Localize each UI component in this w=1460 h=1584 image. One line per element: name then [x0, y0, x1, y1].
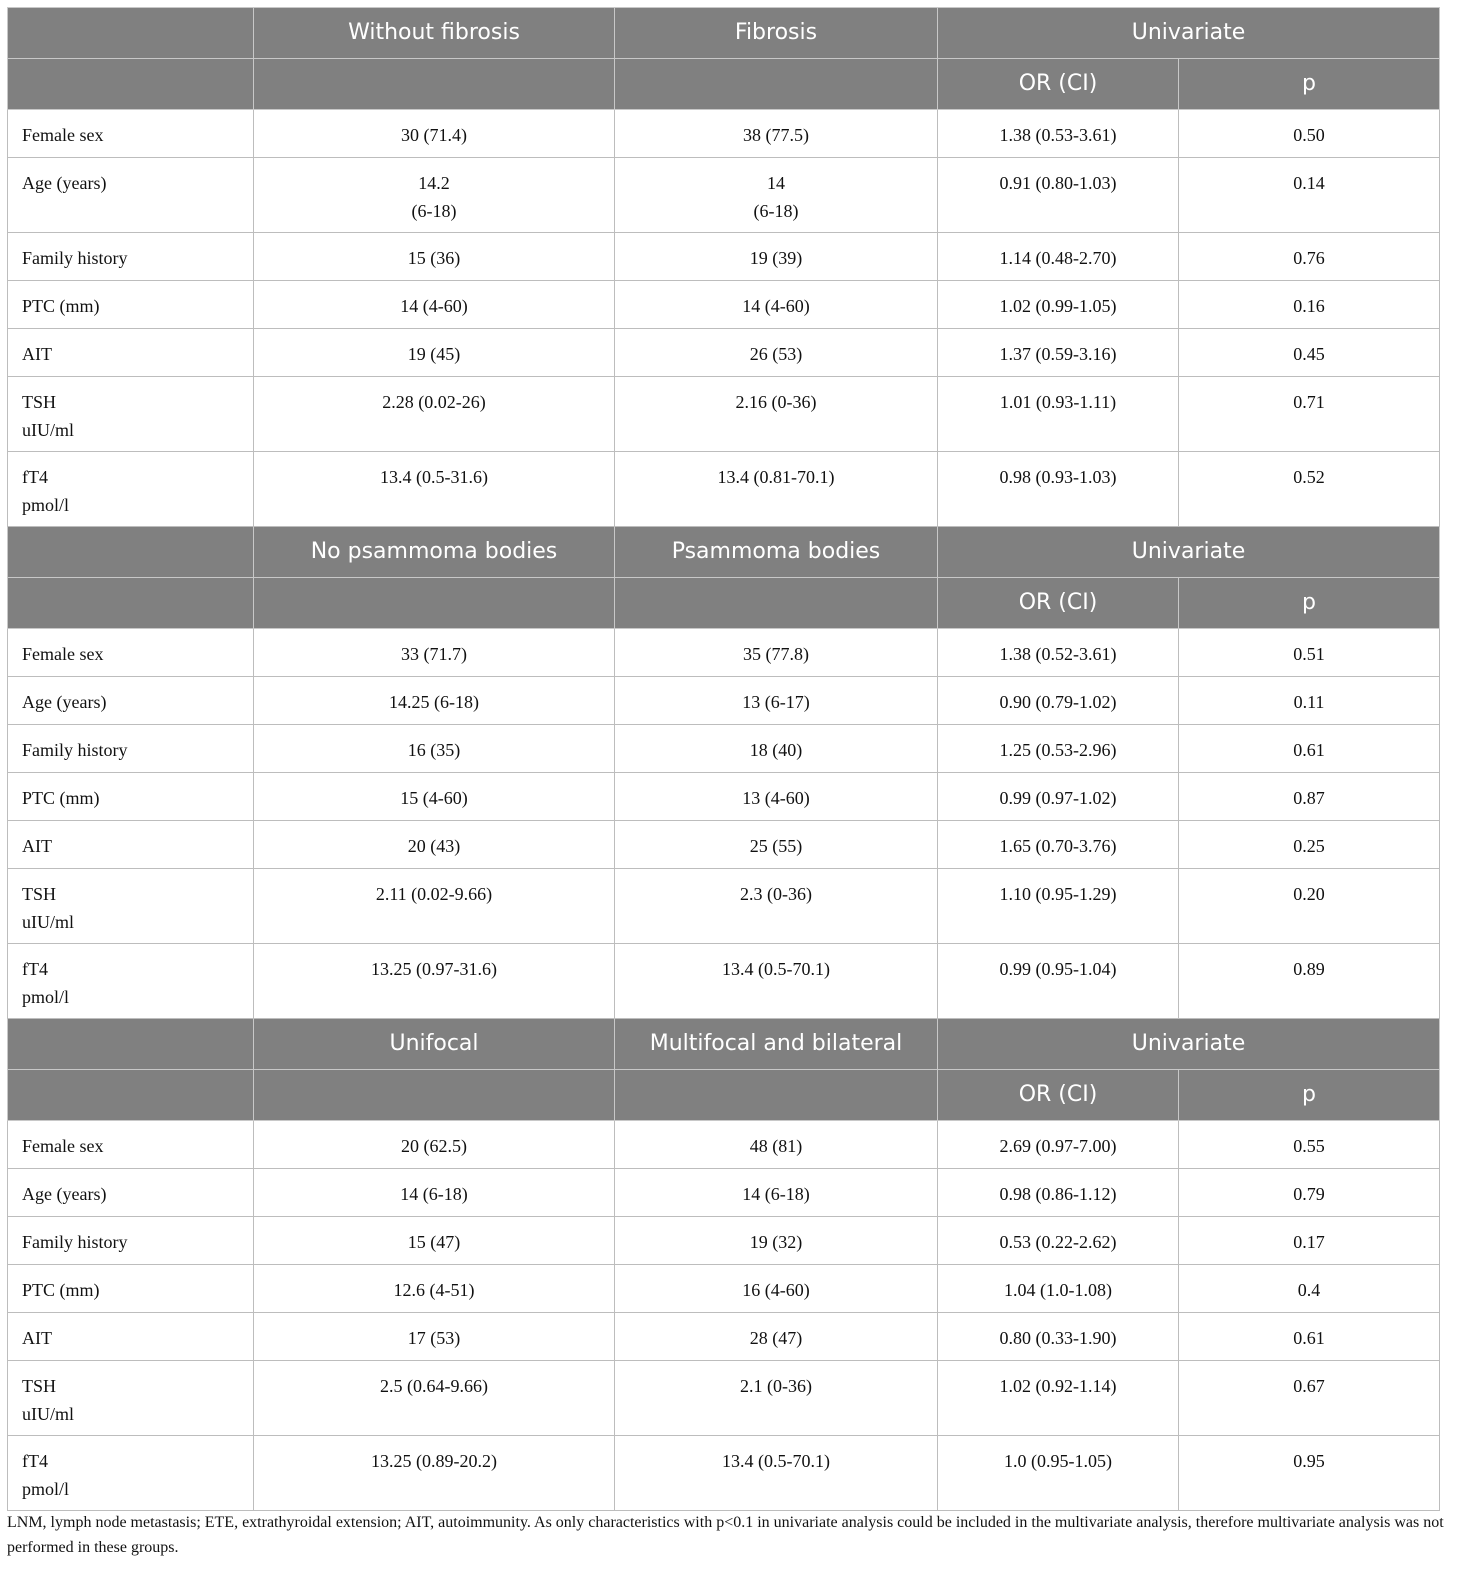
- odds-ratio-value: 0.80 (0.33-1.90): [938, 1313, 1179, 1361]
- cell-line: 13.4 (0.5-70.1): [722, 1451, 830, 1471]
- table-row: [8, 773, 1440, 821]
- cell-line: PTC (mm): [22, 296, 100, 316]
- table-row: [8, 944, 1440, 1019]
- header-empty-cell: [8, 8, 254, 59]
- row-label: [8, 725, 254, 773]
- cell-line: Female sex: [22, 125, 104, 145]
- table-row: [8, 1436, 1440, 1511]
- cell-line: uIU/ml: [22, 912, 74, 932]
- cell-line: 2.28 (0.02-26): [382, 392, 486, 412]
- group-a-value: [254, 233, 615, 281]
- p-value: 0.51: [1179, 629, 1440, 677]
- row-label: [8, 110, 254, 158]
- cell-line: pmol/l: [22, 987, 70, 1007]
- group-b-value: [615, 773, 938, 821]
- table-row: [8, 1361, 1440, 1436]
- cell-line: 20 (62.5): [401, 1136, 467, 1156]
- cell-line: 2.16 (0-36): [735, 392, 817, 412]
- p-value: 0.45: [1179, 329, 1440, 377]
- cell-line: Family history: [22, 1232, 128, 1252]
- p-value: 0.67: [1179, 1361, 1440, 1436]
- row-label: [8, 1169, 254, 1217]
- cell-line: 15 (4-60): [400, 788, 468, 808]
- row-label: [8, 1121, 254, 1169]
- row-label: [8, 629, 254, 677]
- section-header-row: [8, 527, 1440, 578]
- or-ci-header: OR (CI): [938, 1070, 1179, 1121]
- group-b-value: [615, 1217, 938, 1265]
- group-a-value: [254, 821, 615, 869]
- group-a-value: [254, 773, 615, 821]
- table-row: [8, 1217, 1440, 1265]
- cell-line: 48 (81): [749, 1136, 803, 1156]
- table-row: [8, 725, 1440, 773]
- group-a-value: [254, 629, 615, 677]
- p-value: 0.17: [1179, 1217, 1440, 1265]
- row-label: [8, 1313, 254, 1361]
- group-a-value: [254, 1121, 615, 1169]
- group-b-value: [615, 110, 938, 158]
- row-label: [8, 944, 254, 1019]
- row-label: [8, 1265, 254, 1313]
- group-a-header: Unifocal: [254, 1019, 615, 1070]
- table-row: [8, 329, 1440, 377]
- odds-ratio-value: 0.91 (0.80-1.03): [938, 158, 1179, 233]
- group-a-value: [254, 1217, 615, 1265]
- section-subheader-row: [8, 578, 1440, 629]
- cell-line: Age (years): [22, 173, 107, 193]
- row-label: [8, 821, 254, 869]
- row-label: [8, 1217, 254, 1265]
- header-empty-cell: [8, 1070, 254, 1121]
- row-label: [8, 158, 254, 233]
- header-empty-cell: [8, 1019, 254, 1070]
- group-b-header: Fibrosis: [615, 8, 938, 59]
- p-value: 0.52: [1179, 452, 1440, 527]
- odds-ratio-value: 1.38 (0.53-3.61): [938, 110, 1179, 158]
- cell-line: 38 (77.5): [743, 125, 809, 145]
- p-value-header: p: [1179, 1070, 1440, 1121]
- cell-line: 14 (6-18): [400, 1184, 468, 1204]
- group-b-value: [615, 281, 938, 329]
- cell-line: fT4: [22, 467, 48, 487]
- group-b-header: Psammoma bodies: [615, 527, 938, 578]
- table-row: [8, 377, 1440, 452]
- cell-line: 14 (6-18): [742, 1184, 810, 1204]
- header-empty-cell: [254, 1070, 615, 1121]
- row-label: [8, 677, 254, 725]
- section-header-row: [8, 1019, 1440, 1070]
- cell-line: 2.11 (0.02-9.66): [375, 884, 493, 904]
- odds-ratio-value: 1.14 (0.48-2.70): [938, 233, 1179, 281]
- odds-ratio-value: 1.65 (0.70-3.76): [938, 821, 1179, 869]
- cell-line: (6-18): [753, 201, 799, 221]
- odds-ratio-value: 1.38 (0.52-3.61): [938, 629, 1179, 677]
- cell-line: 35 (77.8): [743, 644, 809, 664]
- table-row: [8, 677, 1440, 725]
- group-b-value: [615, 1361, 938, 1436]
- row-label: [8, 773, 254, 821]
- cell-line: 15 (36): [407, 248, 461, 268]
- cell-line: TSH: [22, 884, 57, 904]
- p-value: 0.11: [1179, 677, 1440, 725]
- cell-line: (6-18): [411, 201, 457, 221]
- cell-line: 12.6 (4-51): [393, 1280, 475, 1300]
- cell-line: 14.2: [418, 173, 450, 193]
- group-b-value: [615, 629, 938, 677]
- cell-line: 14 (4-60): [400, 296, 468, 316]
- table-footnote: LNM, lymph node metastasis; ETE, extrathyroidal extension; AIT, autoimmunity. As only characteristics with p<0.1 in univariate analysis could be included in the multivariate analysis, therefore multivariate analysis was not performed in these groups.: [7, 1514, 1444, 1556]
- group-a-value: [254, 158, 615, 233]
- cell-line: 19 (45): [407, 344, 461, 364]
- odds-ratio-value: 1.04 (1.0-1.08): [938, 1265, 1179, 1313]
- cell-line: 14: [767, 173, 785, 193]
- odds-ratio-value: 2.69 (0.97-7.00): [938, 1121, 1179, 1169]
- odds-ratio-value: 1.10 (0.95-1.29): [938, 869, 1179, 944]
- group-a-value: [254, 452, 615, 527]
- header-empty-cell: [254, 578, 615, 629]
- cell-line: 19 (39): [749, 248, 803, 268]
- table-row: [8, 1121, 1440, 1169]
- header-empty-cell: [615, 1070, 938, 1121]
- cell-line: TSH: [22, 1376, 57, 1396]
- p-value: 0.61: [1179, 1313, 1440, 1361]
- p-value: 0.50: [1179, 110, 1440, 158]
- odds-ratio-value: 0.99 (0.95-1.04): [938, 944, 1179, 1019]
- table-row: [8, 452, 1440, 527]
- cell-line: Family history: [22, 740, 128, 760]
- group-a-value: [254, 1313, 615, 1361]
- group-b-value: [615, 233, 938, 281]
- section-subheader-row: [8, 1070, 1440, 1121]
- p-value: 0.16: [1179, 281, 1440, 329]
- p-value: 0.55: [1179, 1121, 1440, 1169]
- p-value: 0.20: [1179, 869, 1440, 944]
- cell-line: 13 (6-17): [742, 692, 810, 712]
- p-value: 0.87: [1179, 773, 1440, 821]
- row-label: [8, 281, 254, 329]
- table-row: [8, 1169, 1440, 1217]
- cell-line: 20 (43): [407, 836, 461, 856]
- odds-ratio-value: 1.0 (0.95-1.05): [938, 1436, 1179, 1511]
- cell-line: uIU/ml: [22, 420, 74, 440]
- cell-line: 13.4 (0.5-31.6): [380, 467, 488, 487]
- group-b-header: Multifocal and bilateral: [615, 1019, 938, 1070]
- results-table: [7, 7, 1440, 1511]
- cell-line: AIT: [22, 836, 52, 856]
- odds-ratio-value: 0.90 (0.79-1.02): [938, 677, 1179, 725]
- group-a-value: [254, 1169, 615, 1217]
- group-a-value: [254, 110, 615, 158]
- cell-line: 16 (4-60): [742, 1280, 810, 1300]
- cell-line: pmol/l: [22, 495, 70, 515]
- cell-line: AIT: [22, 1328, 52, 1348]
- row-label: [8, 329, 254, 377]
- group-b-value: [615, 1265, 938, 1313]
- table-row: [8, 110, 1440, 158]
- row-label: [8, 869, 254, 944]
- cell-line: AIT: [22, 344, 52, 364]
- cell-line: 13.25 (0.97-31.6): [371, 959, 497, 979]
- section-header-row: [8, 8, 1440, 59]
- cell-line: 2.3 (0-36): [740, 884, 812, 904]
- group-b-value: [615, 1313, 938, 1361]
- cell-line: 13 (4-60): [742, 788, 810, 808]
- p-value-header: p: [1179, 59, 1440, 110]
- odds-ratio-value: 0.53 (0.22-2.62): [938, 1217, 1179, 1265]
- table-row: [8, 281, 1440, 329]
- odds-ratio-value: 0.98 (0.86-1.12): [938, 1169, 1179, 1217]
- univariate-header: Univariate: [938, 527, 1440, 578]
- cell-line: 33 (71.7): [401, 644, 467, 664]
- univariate-header: Univariate: [938, 8, 1440, 59]
- cell-line: 28 (47): [749, 1328, 803, 1348]
- section-subheader-row: [8, 59, 1440, 110]
- cell-line: fT4: [22, 1451, 48, 1471]
- group-b-value: [615, 452, 938, 527]
- cell-line: 14 (4-60): [742, 296, 810, 316]
- cell-line: Female sex: [22, 644, 104, 664]
- group-b-value: [615, 869, 938, 944]
- or-ci-header: OR (CI): [938, 578, 1179, 629]
- group-b-value: [615, 677, 938, 725]
- p-value: 0.95: [1179, 1436, 1440, 1511]
- odds-ratio-value: 0.98 (0.93-1.03): [938, 452, 1179, 527]
- odds-ratio-value: 1.02 (0.92-1.14): [938, 1361, 1179, 1436]
- group-b-value: [615, 158, 938, 233]
- group-a-value: [254, 1265, 615, 1313]
- cell-line: 30 (71.4): [401, 125, 467, 145]
- cell-line: 17 (53): [407, 1328, 461, 1348]
- group-a-value: [254, 677, 615, 725]
- group-a-value: [254, 725, 615, 773]
- or-ci-header: OR (CI): [938, 59, 1179, 110]
- cell-line: 2.1 (0-36): [740, 1376, 812, 1396]
- row-label: [8, 1436, 254, 1511]
- group-a-header: No psammoma bodies: [254, 527, 615, 578]
- group-b-value: [615, 1121, 938, 1169]
- header-empty-cell: [8, 578, 254, 629]
- cell-line: TSH: [22, 392, 57, 412]
- header-empty-cell: [8, 527, 254, 578]
- odds-ratio-value: 0.99 (0.97-1.02): [938, 773, 1179, 821]
- p-value: 0.25: [1179, 821, 1440, 869]
- cell-line: 14.25 (6-18): [389, 692, 479, 712]
- table-row: [8, 629, 1440, 677]
- cell-line: 15 (47): [407, 1232, 461, 1252]
- table-row: [8, 869, 1440, 944]
- odds-ratio-value: 1.02 (0.99-1.05): [938, 281, 1179, 329]
- cell-line: 13.4 (0.81-70.1): [717, 467, 835, 487]
- table-row: [8, 233, 1440, 281]
- p-value: 0.61: [1179, 725, 1440, 773]
- group-b-value: [615, 821, 938, 869]
- group-a-value: [254, 1361, 615, 1436]
- cell-line: uIU/ml: [22, 1404, 74, 1424]
- odds-ratio-value: 1.37 (0.59-3.16): [938, 329, 1179, 377]
- group-b-value: [615, 1436, 938, 1511]
- p-value: 0.71: [1179, 377, 1440, 452]
- group-a-value: [254, 869, 615, 944]
- group-a-value: [254, 329, 615, 377]
- header-empty-cell: [615, 59, 938, 110]
- p-value: 0.4: [1179, 1265, 1440, 1313]
- univariate-header: Univariate: [938, 1019, 1440, 1070]
- row-label: [8, 452, 254, 527]
- cell-line: 18 (40): [749, 740, 803, 760]
- header-empty-cell: [615, 578, 938, 629]
- group-b-value: [615, 329, 938, 377]
- cell-line: Age (years): [22, 1184, 107, 1204]
- group-a-header: Without fibrosis: [254, 8, 615, 59]
- odds-ratio-value: 1.25 (0.53-2.96): [938, 725, 1179, 773]
- group-b-value: [615, 1169, 938, 1217]
- row-label: [8, 1361, 254, 1436]
- cell-line: PTC (mm): [22, 788, 100, 808]
- table-row: [8, 158, 1440, 233]
- cell-line: Age (years): [22, 692, 107, 712]
- cell-line: fT4: [22, 959, 48, 979]
- cell-line: Family history: [22, 248, 128, 268]
- cell-line: 19 (32): [749, 1232, 803, 1252]
- row-label: [8, 233, 254, 281]
- cell-line: 16 (35): [407, 740, 461, 760]
- group-a-value: [254, 377, 615, 452]
- p-value-header: p: [1179, 578, 1440, 629]
- table-row: [8, 821, 1440, 869]
- cell-line: PTC (mm): [22, 1280, 100, 1300]
- group-a-value: [254, 281, 615, 329]
- header-empty-cell: [254, 59, 615, 110]
- cell-line: 13.25 (0.89-20.2): [371, 1451, 497, 1471]
- p-value: 0.79: [1179, 1169, 1440, 1217]
- p-value: 0.14: [1179, 158, 1440, 233]
- p-value: 0.76: [1179, 233, 1440, 281]
- cell-line: 13.4 (0.5-70.1): [722, 959, 830, 979]
- row-label: [8, 377, 254, 452]
- odds-ratio-value: 1.01 (0.93-1.11): [938, 377, 1179, 452]
- table-row: [8, 1313, 1440, 1361]
- header-empty-cell: [8, 59, 254, 110]
- group-a-value: [254, 944, 615, 1019]
- cell-line: Female sex: [22, 1136, 104, 1156]
- group-b-value: [615, 725, 938, 773]
- group-b-value: [615, 377, 938, 452]
- cell-line: pmol/l: [22, 1479, 70, 1499]
- group-a-value: [254, 1436, 615, 1511]
- cell-line: 26 (53): [749, 344, 803, 364]
- p-value: 0.89: [1179, 944, 1440, 1019]
- table-row: [8, 1265, 1440, 1313]
- cell-line: 25 (55): [749, 836, 803, 856]
- group-b-value: [615, 944, 938, 1019]
- cell-line: 2.5 (0.64-9.66): [380, 1376, 488, 1396]
